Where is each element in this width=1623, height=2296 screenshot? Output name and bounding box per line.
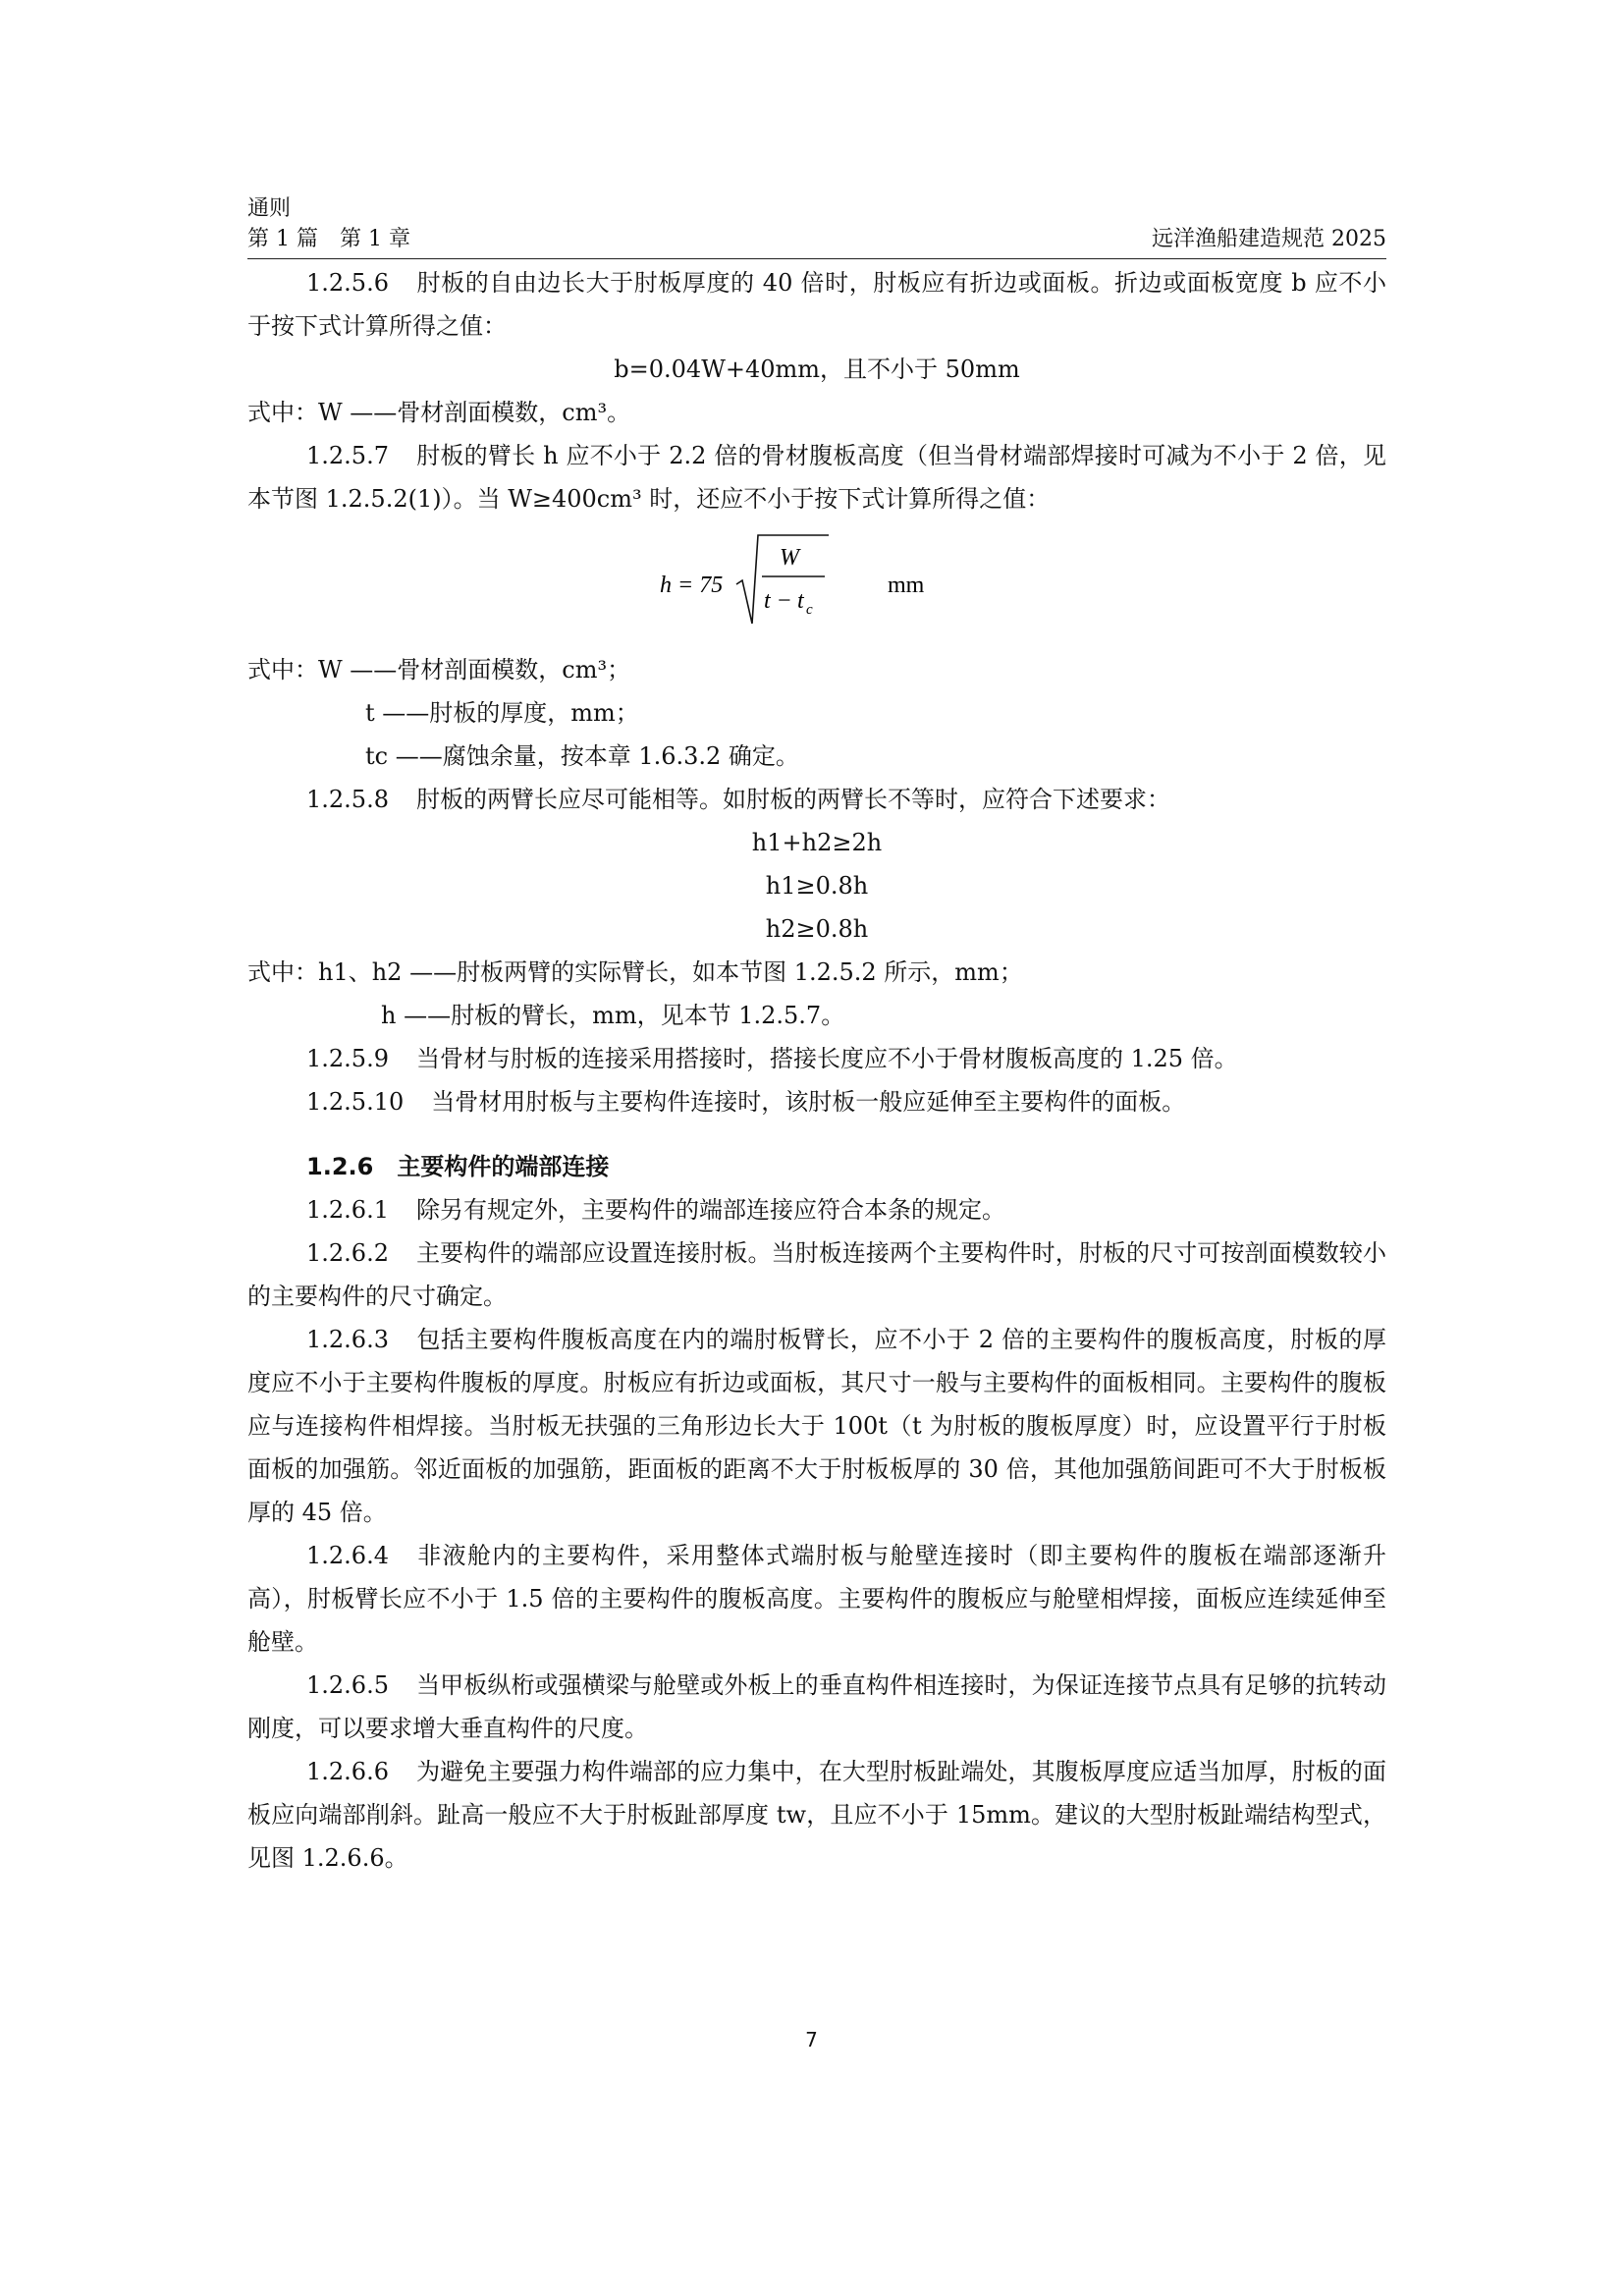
- paragraph-1-2-6-5: [247, 1664, 1386, 1750]
- section-title: 主要构件的端部连接: [397, 1153, 610, 1180]
- paragraph-1-2-5-6: [247, 261, 1386, 348]
- clause-number: 1.2.6.6: [306, 1758, 389, 1785]
- paragraph-1-2-6-1: [247, 1188, 1386, 1231]
- paragraph-1-2-5-9: [247, 1037, 1386, 1080]
- header-part-chapter: 第 1 篇 第 1 章: [247, 227, 410, 251]
- clause-text: 肘板的两臂长应尽可能相等。如肘板的两臂长不等时，应符合下述要求：: [415, 786, 1170, 813]
- paragraph-1-2-6-4: [247, 1534, 1386, 1664]
- clause-text: 非液舱内的主要构件，采用整体式端肘板与舱壁连接时（即主要构件的腹板在端部逐渐升高），肘板臂长应不小于 1.5 倍的主要构件的腹板高度。主要构件的腹板应与舱壁相焊接，面板应连续延伸至舱壁。: [247, 1542, 1386, 1656]
- where-definition-h: h ——肘板的臂长，mm，见本节 1.2.5.7。: [381, 1002, 845, 1029]
- formula-numerator: W: [780, 545, 799, 571]
- page-number: 7: [805, 2028, 818, 2051]
- clause-number: 1.2.6.1: [306, 1196, 389, 1224]
- equation-arm-2: h2≥0.8h: [765, 915, 869, 943]
- clause-number: 1.2.5.9: [306, 1045, 389, 1072]
- clause-text: 肘板的臂长 h 应不小于 2.2 倍的骨材腹板高度（但当骨材端部焊接时可减为不小于 2 倍，见本节图 1.2.5.2(1)）。当 W≥400cm³ 时，还应不小于按下式计算所得之值：: [247, 442, 1386, 513]
- body-content: [247, 261, 1386, 1880]
- running-header: [247, 225, 1386, 254]
- clause-text: 当甲板纵桁或强横梁与舱壁或外板上的垂直构件相连接时，为保证连接节点具有足够的抗转动刚度，可以要求增大垂直构件的尺度。: [247, 1671, 1386, 1742]
- formula-bracket-width: b=0.04W+40mm，且不小于 50mm: [614, 355, 1020, 383]
- equation-arm-1: h1≥0.8h: [765, 872, 869, 900]
- formula-denominator-minus: −: [778, 588, 791, 614]
- where-label: 式中：: [247, 399, 318, 426]
- clause-text: 当骨材与肘板的连接采用搭接时，搭接长度应不小于骨材腹板高度的 1.25 倍。: [415, 1045, 1238, 1072]
- where-clause: [247, 648, 1386, 691]
- paragraph-1-2-5-8: [247, 778, 1386, 821]
- paragraph-1-2-6-2: [247, 1231, 1386, 1318]
- clause-number: 1.2.6.2: [306, 1239, 389, 1267]
- header-rule: [247, 258, 1386, 259]
- paragraph-1-2-5-7: [247, 434, 1386, 520]
- paragraph-1-2-6-6: [247, 1750, 1386, 1880]
- section-heading-1-2-6: [247, 1145, 1386, 1188]
- clause-text: 除另有规定外，主要构件的端部连接应符合本条的规定。: [415, 1196, 1005, 1224]
- paragraph-1-2-5-10: [247, 1080, 1386, 1123]
- where-definition-h1-h2: h1、h2 ——肘板两臂的实际臂长，如本节图 1.2.5.2 所示，mm；: [318, 958, 1023, 986]
- clause-text: 包括主要构件腹板高度在内的端肘板臂长，应不小于 2 倍的主要构件的腹板高度，肘板的厚度应不小于主要构件腹板的厚度。肘板应有折边或面板，其尺寸一般与主要构件的面板相同。主要构件的腹板应与连接构件相焊接。当肘板无扶强的三角形边长大于 100t（t 为肘板的腹板厚度）时，应设置平行于肘板面板的加强筋。邻近面板的加强筋，距面板的距离不大于肘板板厚的 30 倍，其他加强筋间距可不大于肘板板厚的 45 倍。: [247, 1326, 1386, 1526]
- clause-number: 1.2.6.4: [306, 1542, 389, 1569]
- formula-lhs: h = 75: [660, 573, 724, 598]
- clause-number: 1.2.5.10: [306, 1088, 405, 1116]
- where-clause: [247, 391, 1386, 434]
- clause-number: 1.2.5.7: [306, 442, 389, 469]
- formula-sqrt-graphic: [660, 525, 974, 643]
- where-clause: [247, 951, 1386, 994]
- where-definition-tc: tc ——腐蚀余量，按本章 1.6.3.2 确定。: [365, 742, 799, 770]
- where-definition-t: t ——肘板的厚度，mm；: [365, 699, 639, 727]
- where-definition-w: W ——骨材剖面模数，cm³；: [318, 656, 631, 683]
- clause-text: 为避免主要强力构件端部的应力集中，在大型肘板趾端处，其腹板厚度应适当加厚，肘板的面板应向端部削斜。趾高一般应不大于肘板趾部厚度 tw，且应不小于 15mm。建议的大型肘板趾端结构型式，见图 1.2.6.6。: [247, 1758, 1386, 1872]
- clause-number: 1.2.6.3: [306, 1326, 389, 1353]
- clause-text: 当骨材用肘板与主要构件连接时，该肘板一般应延伸至主要构件的面板。: [431, 1088, 1186, 1116]
- where-label: 式中：: [247, 958, 318, 986]
- clause-number: 1.2.5.8: [306, 786, 389, 813]
- equation-sum-arms: h1+h2≥2h: [751, 829, 883, 856]
- formula-denominator-sub: c: [806, 602, 813, 618]
- clause-text: 肘板的自由边长大于肘板厚度的 40 倍时，肘板应有折边或面板。折边或面板宽度 b 应不小于按下式计算所得之值：: [247, 269, 1386, 340]
- paragraph-1-2-6-3: [247, 1318, 1386, 1534]
- where-label: 式中：: [247, 656, 318, 683]
- section-number: 1.2.6: [306, 1153, 374, 1180]
- formula-arm-length: [247, 520, 1386, 648]
- running-header-category: 通则: [247, 196, 292, 221]
- formula-unit: mm: [888, 573, 925, 598]
- clause-number: 1.2.6.5: [306, 1671, 389, 1699]
- where-definition: W ——骨材剖面模数，cm³。: [318, 399, 631, 426]
- formula-denominator-tc: t: [797, 588, 804, 614]
- header-book-title: 远洋渔船建造规范 2025: [1152, 227, 1386, 251]
- clause-number: 1.2.5.6: [306, 269, 389, 297]
- clause-text: 主要构件的端部应设置连接肘板。当肘板连接两个主要构件时，肘板的尺寸可按剖面模数较小的主要构件的尺寸确定。: [247, 1239, 1386, 1310]
- formula-denominator-t: t: [764, 588, 771, 614]
